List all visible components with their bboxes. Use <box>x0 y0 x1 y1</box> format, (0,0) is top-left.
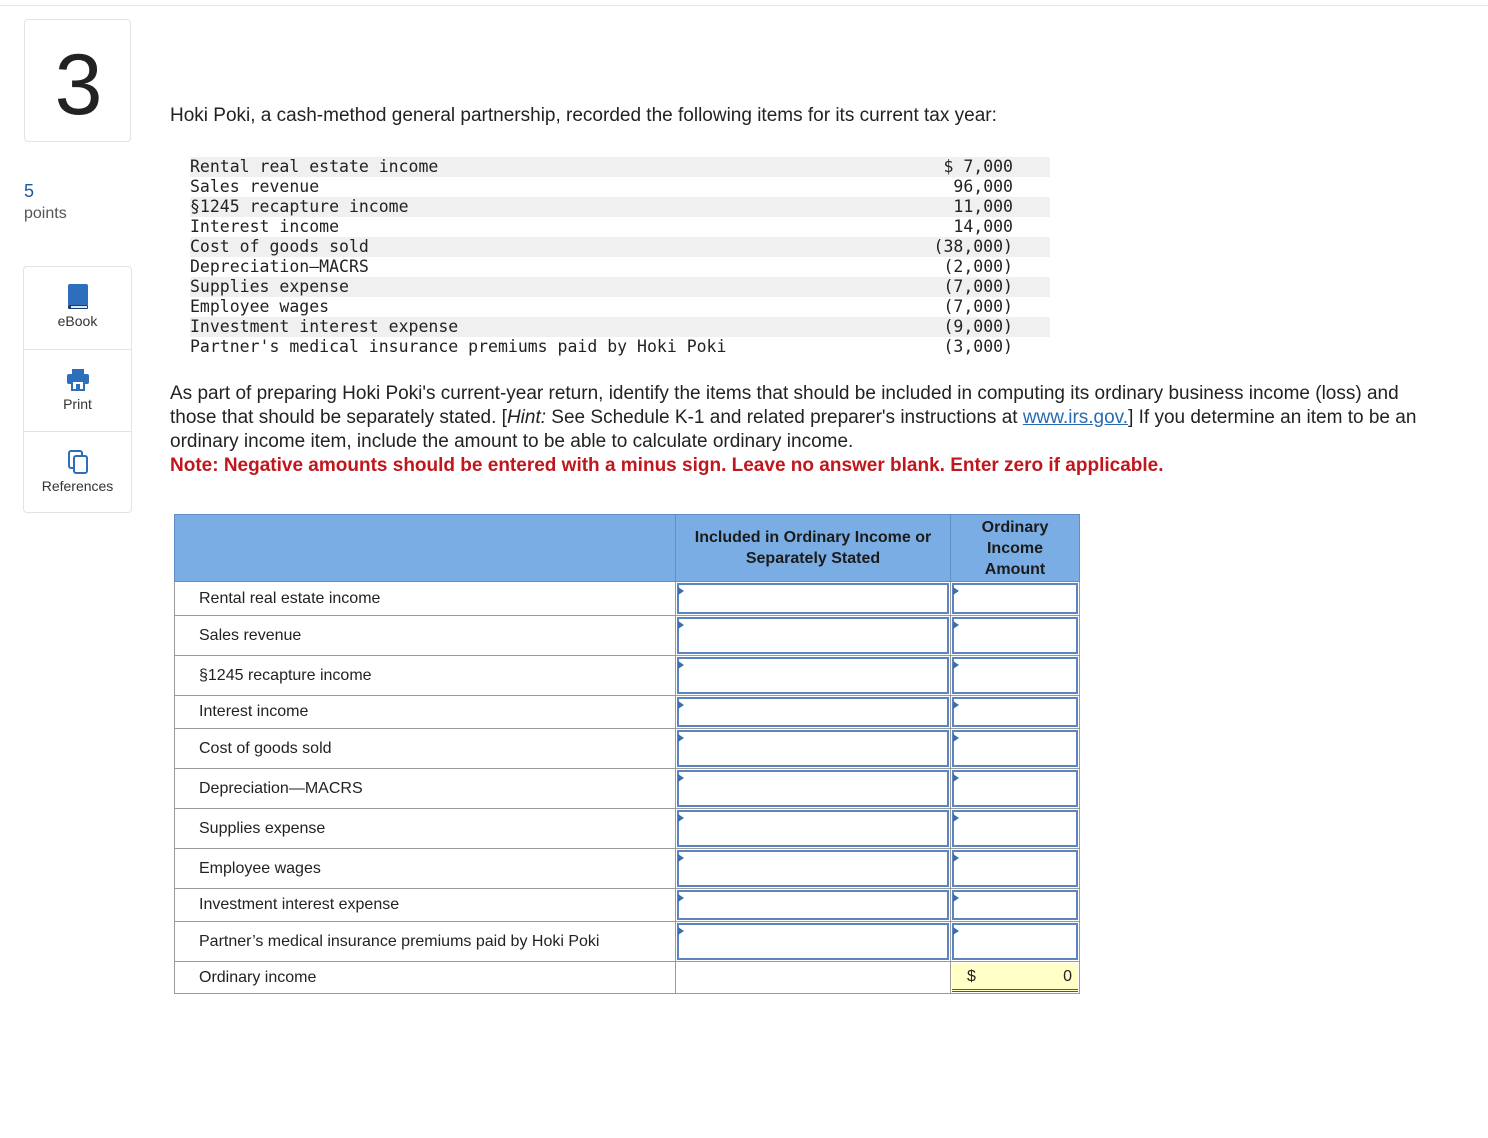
amount-cell <box>951 889 1080 922</box>
total-blank-cell <box>676 962 951 994</box>
row-label: Rental real estate income <box>175 582 676 616</box>
amount-cell <box>951 729 1080 769</box>
top-divider <box>0 5 1488 6</box>
given-item-amount: (38,000) <box>933 237 1013 256</box>
answer-table <box>174 514 1080 994</box>
given-item-amount: (3,000) <box>943 337 1013 356</box>
classification-dropdown[interactable] <box>677 890 949 920</box>
ebook-button[interactable] <box>24 267 131 349</box>
given-item <box>190 257 1050 277</box>
instructions-part2: See Schedule K-1 and related preparer's instructions at <box>546 407 1023 428</box>
given-item-label: Supplies expense <box>190 277 349 296</box>
hint-label: Hint: <box>506 407 547 428</box>
given-item <box>190 157 1050 177</box>
points-value: 5 <box>24 181 35 201</box>
classification-dropdown[interactable] <box>677 923 949 960</box>
amount-cell <box>951 922 1080 962</box>
total-amount-cell <box>951 962 1080 994</box>
instructions-note: Note: Negative amounts should be entered with a minus sign. Leave no answer blank. Enter zero if applicable. <box>170 455 1164 476</box>
row-label: Sales revenue <box>175 616 676 656</box>
table-row <box>175 889 1080 922</box>
table-row <box>175 849 1080 889</box>
table-row <box>175 582 1080 616</box>
table-header-row <box>175 515 1080 582</box>
header-item <box>175 515 676 582</box>
table-row <box>175 729 1080 769</box>
table-row <box>175 696 1080 729</box>
copy-icon <box>66 448 90 476</box>
given-item-label: Partner's medical insurance premiums paid by Hoki Poki <box>190 337 727 356</box>
classification-cell <box>676 889 951 922</box>
amount-input[interactable] <box>952 890 1078 920</box>
tools-panel <box>23 266 132 513</box>
table-row <box>175 922 1080 962</box>
given-item-amount: $ 7,000 <box>943 157 1013 176</box>
given-item-amount: (7,000) <box>943 277 1013 296</box>
amount-input[interactable] <box>952 697 1078 727</box>
given-item-amount: 96,000 <box>953 177 1013 196</box>
instructions-part3: ] If you determine an item to be an ordinary income item, include the amount to be able to calculate ordinary income. <box>170 407 1417 452</box>
total-row <box>175 962 1080 994</box>
given-item <box>190 217 1050 237</box>
classification-cell <box>676 616 951 656</box>
row-label: Cost of goods sold <box>175 729 676 769</box>
given-item-label: Depreciation—MACRS <box>190 257 369 276</box>
given-item-label: Investment interest expense <box>190 317 459 336</box>
row-label: §1245 recapture income <box>175 656 676 696</box>
amount-input[interactable] <box>952 657 1078 694</box>
given-item <box>190 277 1050 297</box>
references-button[interactable] <box>24 431 131 513</box>
classification-dropdown[interactable] <box>677 810 949 847</box>
classification-cell <box>676 729 951 769</box>
amount-cell <box>951 696 1080 729</box>
amount-cell <box>951 769 1080 809</box>
given-item-label: Employee wages <box>190 297 330 316</box>
classification-dropdown[interactable] <box>677 850 949 887</box>
given-item <box>190 337 1050 357</box>
book-icon <box>66 283 90 311</box>
classification-cell <box>676 809 951 849</box>
table-row <box>175 769 1080 809</box>
classification-dropdown[interactable] <box>677 617 949 654</box>
question-number: 3 <box>54 37 103 133</box>
question-intro: Hoki Poki, a cash-method general partnership, recorded the following items for its current tax year: <box>170 105 997 126</box>
total-value: 0 <box>1063 968 1072 985</box>
classification-cell <box>676 769 951 809</box>
given-item-amount: 11,000 <box>953 197 1013 216</box>
classification-dropdown[interactable] <box>677 730 949 767</box>
given-item-amount: 14,000 <box>953 217 1013 236</box>
amount-cell <box>951 616 1080 656</box>
amount-cell <box>951 849 1080 889</box>
references-label: References <box>41 478 114 494</box>
ebook-label: eBook <box>57 313 98 329</box>
amount-cell <box>951 809 1080 849</box>
given-items-list <box>190 157 1050 357</box>
classification-dropdown[interactable] <box>677 770 949 807</box>
given-item <box>190 317 1050 337</box>
given-item-label: Sales revenue <box>190 177 320 196</box>
given-item-label: §1245 recapture income <box>190 197 409 216</box>
row-label: Investment interest expense <box>175 889 676 922</box>
amount-input[interactable] <box>952 850 1078 887</box>
total-label: Ordinary income <box>175 962 676 994</box>
table-row <box>175 809 1080 849</box>
currency-symbol: $ <box>967 968 976 985</box>
classification-cell <box>676 582 951 616</box>
amount-input[interactable] <box>952 923 1078 960</box>
classification-cell <box>676 696 951 729</box>
amount-input[interactable] <box>952 770 1078 807</box>
header-classification: Included in Ordinary Income or Separately Stated <box>676 515 951 582</box>
instructions-part1: As part of preparing Hoki Poki's current-year return, identify the items that should be included in computing its ordinary business income (loss) and those that should be separately stated. [ <box>170 383 1399 428</box>
classification-dropdown[interactable] <box>677 657 949 694</box>
classification-dropdown[interactable] <box>677 583 949 614</box>
amount-input[interactable] <box>952 583 1078 614</box>
given-item-amount: (7,000) <box>943 297 1013 316</box>
given-item-label: Cost of goods sold <box>190 237 369 256</box>
classification-dropdown[interactable] <box>677 697 949 727</box>
row-label: Depreciation—MACRS <box>175 769 676 809</box>
irs-link[interactable]: www.irs.gov. <box>1022 407 1129 428</box>
print-button[interactable] <box>24 349 131 431</box>
amount-input[interactable] <box>952 810 1078 847</box>
row-label: Interest income <box>175 696 676 729</box>
classification-cell <box>676 656 951 696</box>
header-amount: Ordinary Income Amount <box>951 515 1080 582</box>
total-amount <box>952 963 1078 992</box>
given-item <box>190 237 1050 257</box>
points-label: points <box>24 205 67 222</box>
amount-input[interactable] <box>952 617 1078 654</box>
given-item <box>190 177 1050 197</box>
printer-icon <box>66 366 90 394</box>
amount-input[interactable] <box>952 730 1078 767</box>
given-item-label: Interest income <box>190 217 340 236</box>
classification-cell <box>676 922 951 962</box>
given-item-amount: (9,000) <box>943 317 1013 336</box>
print-label: Print <box>63 396 92 412</box>
classification-cell <box>676 849 951 889</box>
amount-cell <box>951 582 1080 616</box>
given-item-label: Rental real estate income <box>190 157 439 176</box>
row-label: Supplies expense <box>175 809 676 849</box>
row-label: Partner’s medical insurance premiums paid by Hoki Poki <box>175 922 676 962</box>
instructions <box>170 382 1430 478</box>
given-item <box>190 197 1050 217</box>
table-row <box>175 616 1080 656</box>
question-number-box <box>24 19 131 142</box>
amount-cell <box>951 656 1080 696</box>
row-label: Employee wages <box>175 849 676 889</box>
table-row <box>175 656 1080 696</box>
given-item-amount: (2,000) <box>943 257 1013 276</box>
given-item <box>190 297 1050 317</box>
